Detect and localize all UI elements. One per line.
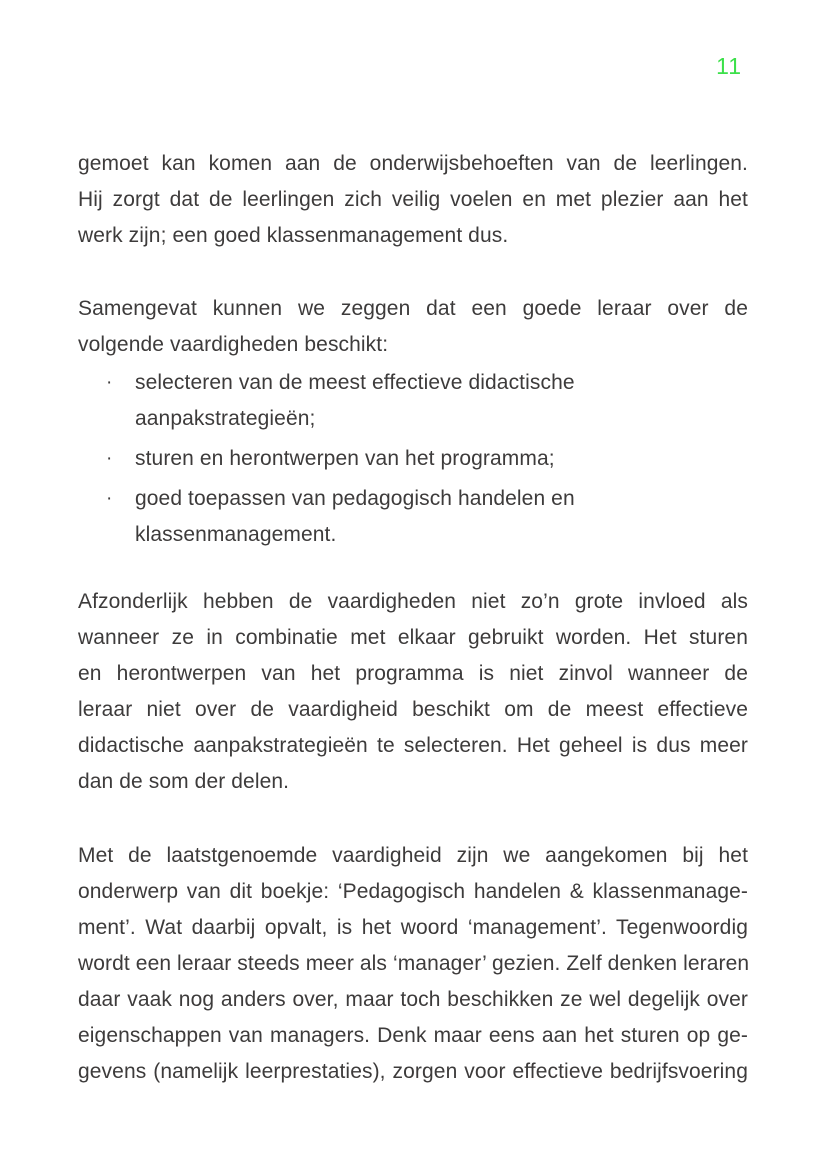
text-line: goed toepassen van pedagogisch handelen en [135,487,575,510]
list-item [78,365,748,437]
text-line: leraar niet over de vaardigheid beschikt om de meest effectieve [78,698,748,721]
text-line: klassenmanagement. [135,523,337,546]
text-line: ment’. Wat daarbij opvalt, is het woord ‘management’. Tegenwoordig [78,916,748,939]
paragraph-3 [78,584,748,800]
list-item-text [135,441,748,477]
text-line: Samengevat kunnen we zeggen dat een goede leraar over de [78,297,748,320]
paragraph-2 [78,291,748,363]
text-line: wordt een leraar steeds meer als ‘manager’ gezien. Zelf denken leraren [78,952,750,975]
list-item-text [135,365,748,437]
page-content [78,146,748,1090]
text-line: wanneer ze in combinatie met elkaar gebruikt worden. Het sturen [78,626,748,649]
paragraph-1 [78,146,748,254]
text-line: Met de laatstgenoemde vaardigheid zijn we aangekomen bij het [78,844,748,867]
text-line: gevens (namelijk leerprestaties), zorgen voor effectieve bedrijfsvoering [78,1060,748,1083]
text-line: selecteren van de meest effectieve didactische [135,371,575,394]
text-line: en herontwerpen van het programma is niet zinvol wanneer de [78,662,748,685]
bullet-icon: · [106,372,113,393]
text-line: werk zijn; een goed klassenmanagement dus. [78,224,509,247]
list-item [78,481,748,553]
text-line: sturen en herontwerpen van het programma; [135,447,555,470]
list-item-text [135,481,748,553]
text-line: daar vaak nog anders over, maar toch beschikken ze wel degelijk over [78,988,748,1011]
text-line: Hij zorgt dat de leerlingen zich veilig voelen en met plezier aan het [78,188,748,211]
text-line: Afzonderlijk hebben de vaardigheden niet zo’n grote invloed als [78,590,748,613]
text-line: eigenschappen van managers. Denk maar eens aan het sturen op ge- [78,1024,748,1047]
bullet-list [78,365,748,553]
bullet-icon: · [106,488,113,509]
text-line: onderwerp van dit boekje: ‘Pedagogisch handelen & klassenmanage- [78,880,748,903]
text-line: volgende vaardigheden beschikt: [78,333,389,356]
paragraph-4 [78,838,748,1090]
text-line: gemoet kan komen aan de onderwijsbehoeften van de leerlingen. [78,152,748,175]
bullet-icon: · [106,448,113,469]
list-item [78,441,748,477]
text-line: aanpakstrategieën; [135,407,316,430]
text-line: dan de som der delen. [78,770,290,793]
text-line: didactische aanpakstrategieën te selecteren. Het geheel is dus meer [78,734,748,757]
page-number: 11 [716,53,742,79]
